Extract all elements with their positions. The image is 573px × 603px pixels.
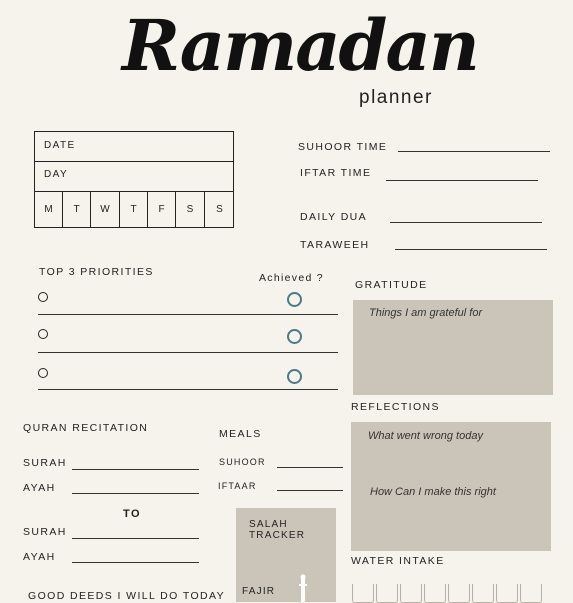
priority-3-achieved-checkbox[interactable] xyxy=(287,369,302,384)
gratitude-title: GRATITUDE xyxy=(355,279,428,291)
ayah-end-field[interactable] xyxy=(72,562,199,563)
suhoor-time-field[interactable] xyxy=(398,151,550,152)
priority-3-field[interactable] xyxy=(38,389,338,390)
water-glass-6[interactable] xyxy=(472,584,494,603)
day-cell-mon[interactable]: M xyxy=(35,192,63,227)
surah-end-field[interactable] xyxy=(72,538,199,539)
taraweeh-field[interactable] xyxy=(395,249,547,250)
to-label: TO xyxy=(123,508,142,520)
water-glasses-row xyxy=(352,584,542,602)
weekday-selector xyxy=(34,191,234,228)
priority-2-field[interactable] xyxy=(38,352,338,353)
gratitude-box[interactable] xyxy=(353,300,553,395)
iftar-time-field[interactable] xyxy=(386,180,538,181)
salah-tracker-title-1: SALAH xyxy=(249,519,288,530)
reflections-prompt-1: What went wrong today xyxy=(368,430,483,442)
salah-tracker-title-2: TRACKER xyxy=(249,530,306,541)
day-field[interactable] xyxy=(34,161,234,192)
daily-dua-field[interactable] xyxy=(390,222,542,223)
priority-1-bullet xyxy=(38,292,48,302)
day-cell-tue[interactable]: T xyxy=(63,192,91,227)
reflections-box[interactable] xyxy=(351,422,551,551)
iftar-time-label: IFTAR TIME xyxy=(300,167,372,179)
surah-label: SURAH xyxy=(23,457,67,469)
ayah-label: AYAH xyxy=(23,482,56,494)
water-intake-title: WATER INTAKE xyxy=(351,555,445,567)
achieved-label: Achieved ? xyxy=(259,272,324,284)
priority-1-achieved-checkbox[interactable] xyxy=(287,292,302,307)
suhoor-time-label: SUHOOR TIME xyxy=(298,141,388,153)
meals-title: MEALS xyxy=(219,428,262,440)
ayah-end-label: AYAH xyxy=(23,551,56,563)
meal-suhoor-label: SUHOOR xyxy=(219,457,266,467)
fajir-label: FAJIR xyxy=(242,586,276,597)
page-title: Ramadan xyxy=(122,4,478,87)
daily-dua-label: DAILY DUA xyxy=(300,211,368,223)
minaret-icon xyxy=(296,574,310,602)
good-deeds-title: GOOD DEEDS I WILL DO TODAY xyxy=(28,590,226,602)
page-subtitle: planner xyxy=(359,87,433,108)
priority-2-bullet xyxy=(38,329,48,339)
priorities-title: TOP 3 PRIORITIES xyxy=(39,266,154,278)
day-cell-sat[interactable]: S xyxy=(176,192,205,227)
water-glass-4[interactable] xyxy=(424,584,446,603)
salah-tracker-panel xyxy=(236,508,336,602)
meal-iftaar-label: IFTAAR xyxy=(218,481,257,491)
surah-field[interactable] xyxy=(72,469,199,470)
reflections-title: REFLECTIONS xyxy=(351,401,440,413)
day-cell-sun[interactable]: S xyxy=(216,204,223,215)
reflections-prompt-2: How Can I make this right xyxy=(370,486,496,498)
water-glass-8[interactable] xyxy=(520,584,542,603)
date-field[interactable] xyxy=(34,131,234,162)
meal-iftaar-field[interactable] xyxy=(277,490,343,491)
priority-3-bullet xyxy=(38,368,48,378)
priority-1-field[interactable] xyxy=(38,314,338,315)
day-label: DAY xyxy=(44,169,69,180)
water-glass-3[interactable] xyxy=(400,584,422,603)
taraweeh-label: TARAWEEH xyxy=(300,239,370,251)
priority-2-achieved-checkbox[interactable] xyxy=(287,329,302,344)
water-glass-5[interactable] xyxy=(448,584,470,603)
water-glass-7[interactable] xyxy=(496,584,518,603)
gratitude-prompt: Things I am grateful for xyxy=(369,307,483,319)
water-glass-1[interactable] xyxy=(352,584,374,603)
meal-suhoor-field[interactable] xyxy=(277,467,343,468)
date-label: DATE xyxy=(44,140,76,151)
ayah-field[interactable] xyxy=(72,493,199,494)
water-glass-2[interactable] xyxy=(376,584,398,603)
day-cell-thu[interactable]: T xyxy=(120,192,148,227)
day-cell-wed[interactable]: W xyxy=(91,192,120,227)
quran-title: QURAN RECITATION xyxy=(23,422,149,434)
day-cell-fri[interactable]: F xyxy=(148,192,176,227)
surah-end-label: SURAH xyxy=(23,526,67,538)
